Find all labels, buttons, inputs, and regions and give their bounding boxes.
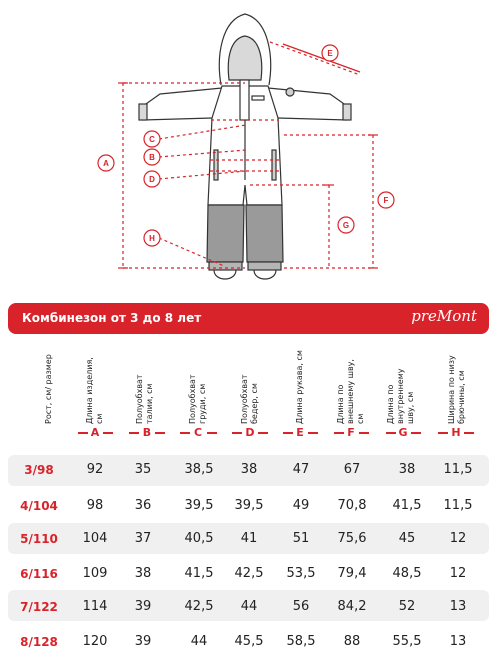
size-cell: 7/122	[20, 600, 58, 614]
inner-seam-cell: 55,5	[392, 634, 422, 649]
outer-seam-cell: 79,4	[337, 566, 367, 581]
inner-seam-cell: 45	[398, 531, 416, 546]
outer-seam-cell: 75,6	[337, 531, 367, 546]
banner-title: Комбинезон от 3 до 8 лет	[22, 311, 202, 325]
waist-cell: 37	[134, 531, 152, 546]
hem-width-cell: 12	[449, 531, 467, 546]
column-letter-b: B	[142, 426, 152, 439]
waist-cell: 38	[134, 566, 152, 581]
length-cell: 109	[82, 566, 108, 581]
column-letter-c: C	[193, 426, 203, 439]
waist-cell: 39	[134, 634, 152, 649]
waist-cell: 39	[134, 599, 152, 614]
hem-width-cell: 12	[449, 566, 467, 581]
hips-cell: 38	[240, 462, 258, 477]
sleeve-cell: 53,5	[286, 566, 316, 581]
chest-cell: 39,5	[184, 498, 214, 513]
sleeve-cell: 47	[292, 462, 310, 477]
size-cell: 8/128	[20, 635, 58, 649]
column-letter-h: H	[451, 426, 461, 439]
length-cell: 104	[82, 531, 108, 546]
column-letter-a: A	[90, 426, 100, 439]
hem-width-cell: 13	[449, 634, 467, 649]
size-cell: 4/104	[20, 499, 58, 513]
header-hem-width: Ширина по низу брючины, см	[447, 355, 466, 424]
length-cell: 98	[86, 498, 104, 513]
chest-cell: 44	[190, 634, 208, 649]
header-height-size: Рост, см/ размер	[44, 354, 53, 424]
size-cell: 5/110	[20, 532, 58, 546]
chest-cell: 42,5	[184, 599, 214, 614]
marker-letter-H: H	[149, 234, 155, 243]
sleeve-cell: 58,5	[286, 634, 316, 649]
chest-cell: 38,5	[184, 462, 214, 477]
marker-letter-B: B	[149, 153, 155, 162]
hips-cell: 44	[240, 599, 258, 614]
jumpsuit-drawing	[139, 14, 351, 279]
header-inner-seam: Длина по внутреннему шву, см	[386, 368, 415, 424]
marker-letter-C: C	[149, 135, 155, 144]
marker-letter-A: A	[103, 159, 109, 168]
inner-seam-cell: 48,5	[392, 566, 422, 581]
hips-cell: 45,5	[234, 634, 264, 649]
header-chest: Полуобхват груди, см	[188, 374, 207, 424]
waist-cell: 35	[134, 462, 152, 477]
column-letter-d: D	[245, 426, 255, 439]
inner-seam-cell: 52	[398, 599, 416, 614]
outer-seam-cell: 84,2	[337, 599, 367, 614]
hips-cell: 42,5	[234, 566, 264, 581]
column-letter-e: E	[296, 426, 304, 439]
length-cell: 92	[86, 462, 104, 477]
brand-logo: preMont	[411, 307, 477, 325]
header-outer-seam: Длина по внешнему шву, см	[336, 359, 365, 424]
inner-seam-cell: 38	[398, 462, 416, 477]
chest-cell: 41,5	[184, 566, 214, 581]
size-cell: 6/116	[20, 567, 58, 581]
hips-cell: 39,5	[234, 498, 264, 513]
sleeve-cell: 51	[292, 531, 310, 546]
marker-letter-D: D	[149, 175, 155, 184]
outer-seam-cell: 70,8	[337, 498, 367, 513]
sleeve-cell: 49	[292, 498, 310, 513]
hem-width-cell: 11,5	[443, 462, 473, 477]
marker-letter-F: F	[383, 196, 389, 205]
header-waist: Полуобхват талии, см	[135, 374, 154, 424]
waist-cell: 36	[134, 498, 152, 513]
length-cell: 114	[82, 599, 108, 614]
hem-width-cell: 13	[449, 599, 467, 614]
header-sleeve: Длина рукава, см	[295, 350, 304, 424]
sleeve-cell: 56	[292, 599, 310, 614]
outer-seam-cell: 88	[343, 634, 361, 649]
column-letter-f: F	[347, 426, 355, 439]
length-cell: 120	[82, 634, 108, 649]
marker-letter-G: G	[342, 221, 350, 230]
chest-cell: 40,5	[184, 531, 214, 546]
size-cell: 3/98	[24, 463, 54, 477]
hips-cell: 41	[240, 531, 258, 546]
outer-seam-cell: 67	[343, 462, 361, 477]
inner-seam-cell: 41,5	[392, 498, 422, 513]
column-letter-g: G	[398, 426, 408, 439]
marker-letter-E: E	[327, 49, 333, 58]
jumpsuit-measurement-diagram	[0, 0, 500, 290]
hem-width-cell: 11,5	[443, 498, 473, 513]
size-chart-banner	[8, 303, 489, 334]
header-length: Длина изделия, см	[85, 357, 104, 424]
header-hips: Полуобхват бедер, см	[240, 374, 259, 424]
